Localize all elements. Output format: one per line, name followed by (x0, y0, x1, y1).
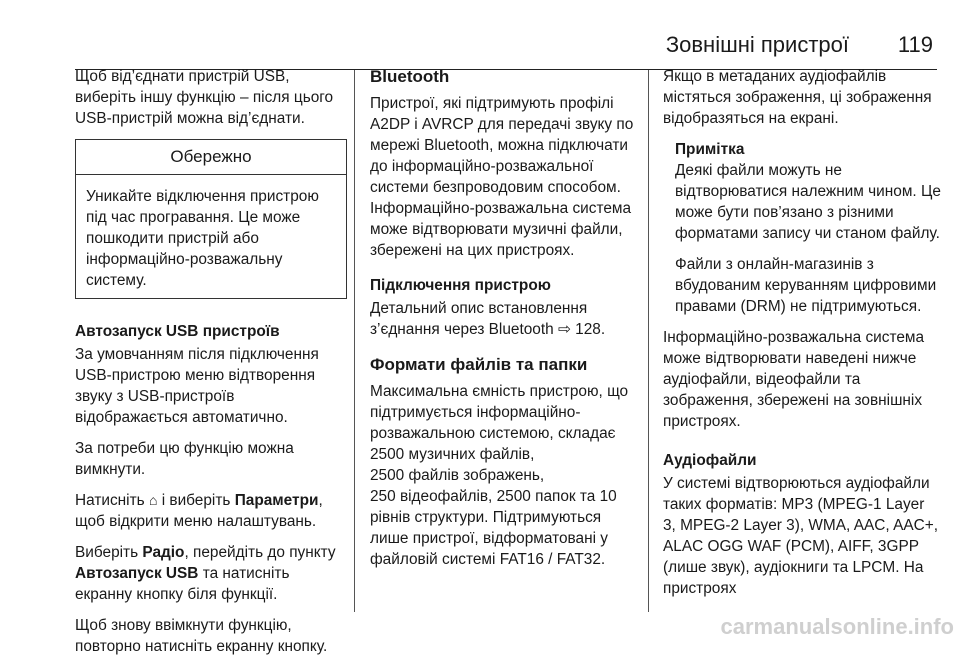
warning-text: Уникайте відключення пристрою під час програвання. Це може пошкодити пристрій або інформаційно-розважальну систему. (86, 188, 319, 289)
radio-text-b: , перейдіть до пункту (184, 544, 336, 561)
radio-text-a: Виберіть (75, 544, 143, 561)
formats-heading: Формати файлів та папки (370, 355, 588, 374)
column-3 (663, 66, 941, 609)
settings-text-c: , щоб відкрити меню налаштувань. (75, 492, 323, 530)
connect-text-body: Детальний опис встановлення з’єднання через Bluetooth (370, 300, 588, 338)
warning-title: Обережно (76, 140, 346, 175)
watermark: carmanualsonline.info (720, 614, 954, 639)
autostart-label: Автозапуск USB (75, 565, 199, 582)
note-box (663, 139, 941, 317)
radio-label: Радіо (142, 544, 185, 561)
warning-box (75, 139, 347, 299)
settings-text-a: Натисніть (75, 492, 149, 509)
note-title: Примітка (675, 141, 745, 158)
autostart-disable-text: За потреби цю функцію можна вимкнути. (75, 440, 294, 478)
home-icon: ⌂ (148, 492, 158, 508)
column-divider-1 (354, 70, 355, 612)
formats-line-2: 2500 файлів зображень, (370, 467, 545, 484)
metadata-text: Якщо в метаданих аудіофайлів містяться зображення, ці зображення відобразяться на екрані. (663, 68, 932, 127)
column-1 (75, 66, 347, 667)
bluetooth-heading: Bluetooth (370, 67, 450, 86)
note-text-2: Файли з онлайн-магазинів з вбудованим керуванням цифровими правами (DRM) не підтримуються. (675, 256, 937, 315)
page-ref-icon: ⇨ (557, 321, 571, 338)
radio-text-c: та натисніть екранну кнопку біля функції. (75, 565, 290, 603)
audio-text: У системі відтворюються аудіофайли таких форматів: MP3 (MPEG-1 Layer 3, MPEG-2 Layer 3), WMA, AAC, AAC+, ALAC OGG WAF (PCM), AIFF, 3GPP (лише звук), аудіокниги та LPCM. На пристроях (663, 475, 938, 597)
page-title: Зовнішні пристрої (665, 32, 849, 57)
settings-label: Параметри (234, 492, 319, 509)
formats-intro: Максимальна ємність пристрою, що підтримується інформаційно-розважальною системою, складає (370, 383, 629, 442)
autostart-heading: Автозапуск USB пристроїв (75, 323, 280, 340)
audio-heading: Аудіофайли (663, 452, 757, 469)
settings-instruction (75, 490, 347, 532)
connect-text (370, 298, 635, 340)
supported-files-text: Інформаційно-розважальна система може відтворювати наведені нижче аудіофайли, відеофайли та зображення, збережені на зовнішніх пристроях. (663, 329, 925, 430)
column-2 (370, 66, 635, 580)
bluetooth-text: Пристрої, які підтримують профілі A2DP і AVRCP для передачі звуку по мережі Bluetooth, можна підключати до інформаційно-розважальної системи безпроводовим способом. Інформаційно-розважальна система може відтворювати музичні файли, збережені на цих пристроях. (370, 95, 634, 259)
reenable-text: Щоб знову ввімкнути функцію, повторно натисніть екранну кнопку. (75, 617, 328, 655)
autostart-text: За умовчанням після підключення USB-пристрою меню відтворення звуку з USB-пристроїв відображається автоматично. (75, 346, 319, 426)
settings-text-b: і виберіть (157, 492, 235, 509)
connect-heading: Підключення пристрою (370, 277, 551, 294)
page-header (75, 22, 937, 70)
page-number: 119 (897, 32, 933, 57)
formats-line-1: 2500 музичних файлів, (370, 446, 535, 463)
formats-line-3: 250 відеофайлів, 2500 папок та 10 рівнів структури. Підтримуються лише пристрої, відформатовані у файловій системі FAT16 / FAT32. (370, 488, 617, 568)
note-text-1: Деякі файли можуть не відтворюватися належним чином. Це може бути пов’язано з різними форматами запису чи станом файлу. (675, 162, 941, 242)
usb-disconnect-text: Щоб від’єднати пристрій USB, виберіть іншу функцію – після цього USB-пристрій можна від’єднати. (75, 68, 334, 127)
connect-page-ref: 128. (575, 321, 606, 338)
column-divider-2 (648, 70, 649, 612)
radio-instruction (75, 542, 347, 605)
